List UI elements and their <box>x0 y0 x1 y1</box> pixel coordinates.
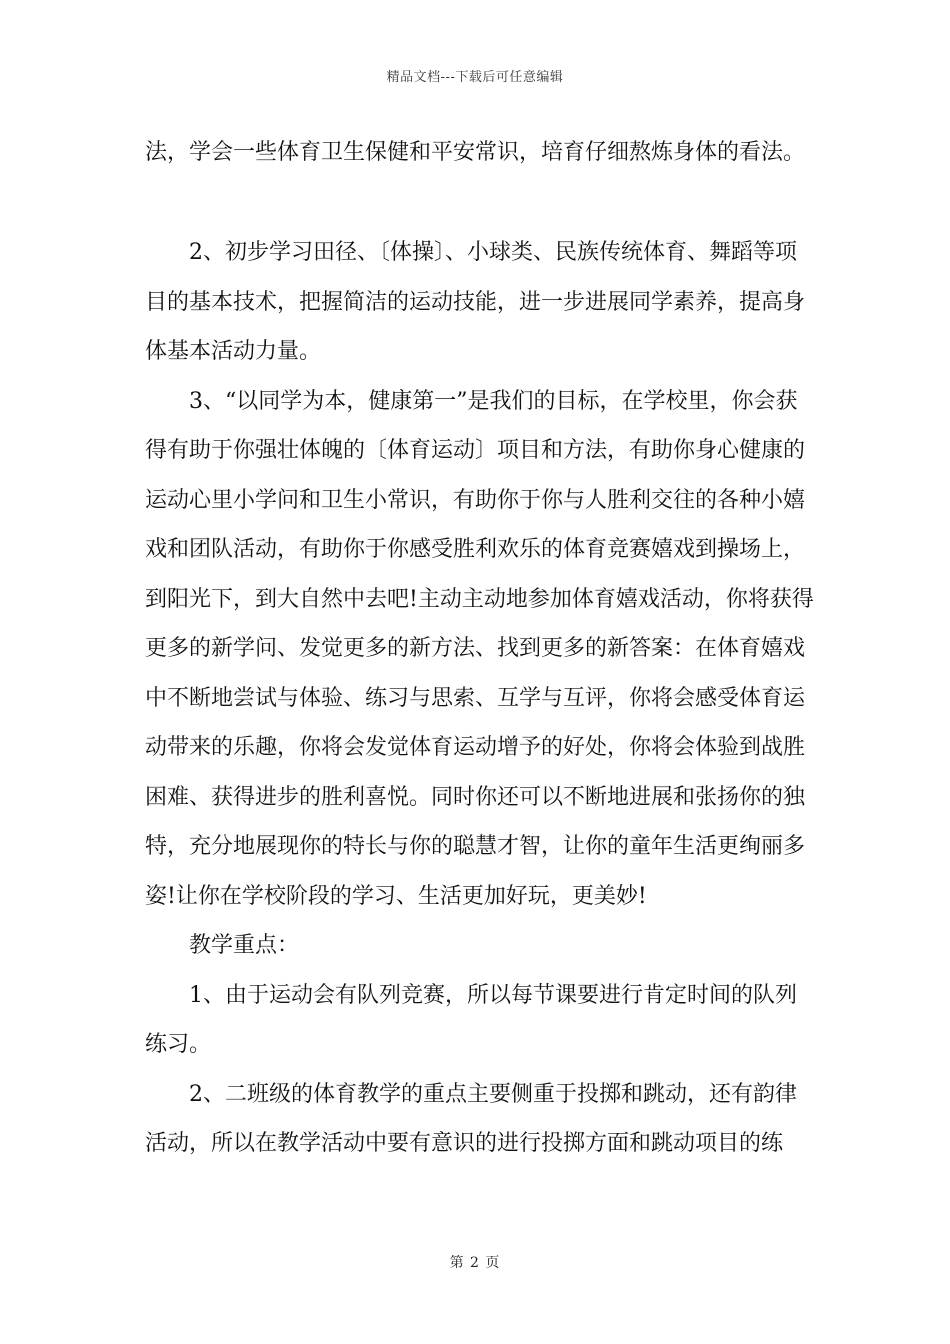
page-header: 精品文档---下载后可任意编辑 <box>386 70 564 85</box>
paragraph-6: 2、二班级的体育教学的重点主要侧重于投掷和跳动，还有韵律活动，所以在教学活动中要有意识的进行投掷方面和跳动项目的练 <box>145 1081 797 1156</box>
paragraph-block <box>145 228 815 1169</box>
paragraph-continuation <box>145 128 815 178</box>
paragraph-5: 1、由于运动会有队列竞赛，所以每节课要进行肯定时间的队列练习。 <box>145 982 797 1057</box>
paragraph-1: 法，学会一些体育卫生保健和平安常识，培育仔细熬炼身体的看法。 <box>145 140 806 165</box>
paragraph-4-heading: 教学重点： <box>189 933 300 958</box>
paragraph-3: 3、“以同学为本，健康第一”是我们的目标，在学校里，你会获得有助于你强壮体魄的〔体育运动〕项目和方法，有助你身心健康的运动心里小学问和卫生小常识，有助你于你与人胜利交往的各种小嬉戏和团队活动，有助你于你感受胜利欢乐的体育竞赛嬉戏到操场上，到阳光下，到大自然中去吧!主动主动地参加体育嬉戏活动，你将获得更多的新学问、发觉更多的新方法、找到更多的新答案：在体育嬉戏中不断地尝试与体验、练习与思索、互学与互评，你将会感受体育运动带来的乐趣，你将会发觉体育运动增予的好处，你将会体验到战胜困难、获得进步的胜利喜悦。同时你还可以不断地进展和张扬你的独特，充分地展现你的特长与你的聪慧才智，让你的童年生活更绚丽多姿!让你在学校阶段的学习、生活更加好玩，更美妙! <box>145 388 814 909</box>
page-number: 第 2 页 <box>449 1255 501 1271</box>
paragraph-2: 2、初步学习田径、〔体操〕、小球类、民族传统体育、舞蹈等项目的基本技术，把握简洁的运动技能，进一步进展同学素养，提高身体基本活动力量。 <box>145 240 806 364</box>
